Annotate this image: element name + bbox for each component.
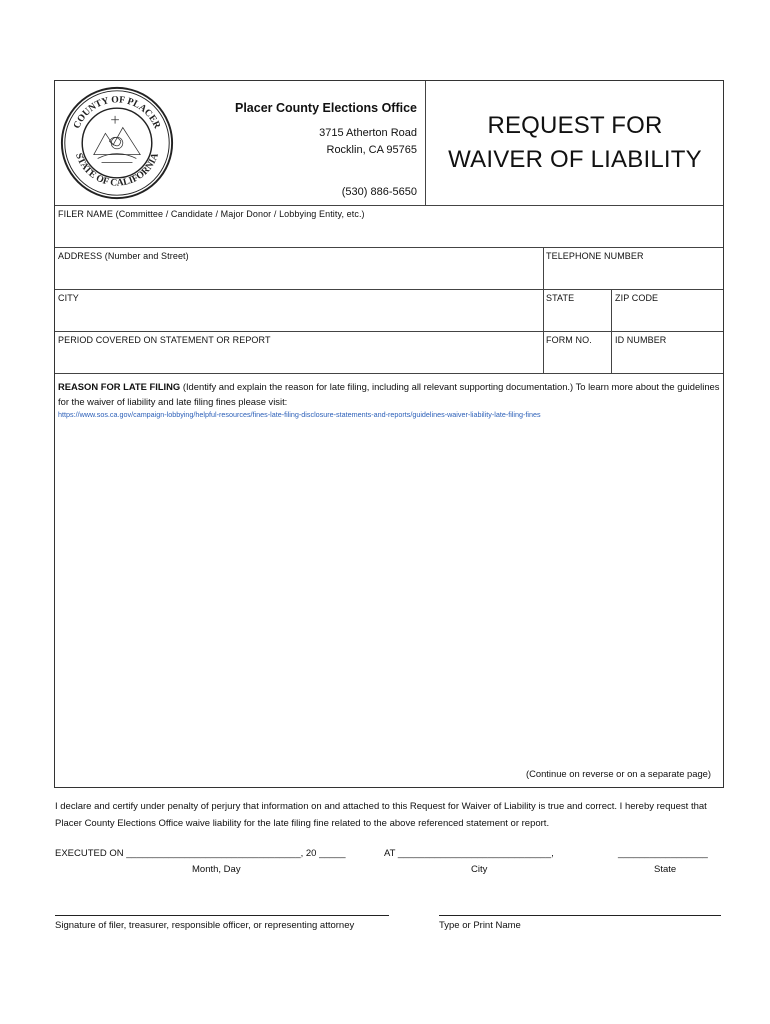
- reason-heading: REASON FOR LATE FILING: [58, 381, 181, 392]
- address-field[interactable]: ADDRESS (Number and Street): [58, 251, 189, 261]
- telephone-field[interactable]: TELEPHONE NUMBER: [546, 251, 644, 261]
- office-phone: (530) 886-5650: [341, 186, 417, 198]
- city-label: City: [471, 864, 488, 875]
- signature-label: Signature of filer, treasurer, responsible officer, or representing attorney: [55, 920, 355, 931]
- row-divider: [55, 289, 723, 290]
- executed-state-field[interactable]: _________________: [618, 848, 708, 859]
- zip-code-field[interactable]: ZIP CODE: [615, 293, 659, 303]
- reason-instructions: (Identify and explain the reason for late filing, including all relevant supporting documentation.) To learn more about the guidelines for the waiver of liability and late filing fines please visit:: [58, 381, 720, 407]
- office-address-line2: Rocklin, CA 95765: [326, 144, 417, 156]
- row-divider: [55, 247, 723, 248]
- executed-at-city-field[interactable]: AT _____________________________,: [384, 848, 554, 859]
- print-name-label: Type or Print Name: [439, 920, 521, 931]
- state-label: State: [654, 864, 677, 875]
- declaration-text: I declare and certify under penalty of perjury that information on and attached to this Request for Waiver of Liability is true and correct. I hereby request that Placer County Elections Office waive liability for the late filing fine related to the above referenced statement or report.: [55, 801, 707, 829]
- print-name-line[interactable]: [439, 915, 721, 916]
- waiver-form: [54, 80, 724, 788]
- guidelines-link[interactable]: https://www.sos.ca.gov/campaign-lobbying/helpful-resources/fines-late-filing-disclosure-statements-and-reports/guidelines-waiver-liability-late-filing-fines: [58, 410, 541, 419]
- city-field[interactable]: CITY: [58, 293, 79, 303]
- row-divider: [55, 373, 723, 374]
- county-seal-icon: [59, 85, 175, 201]
- signature-line[interactable]: [55, 915, 389, 916]
- title-line-1: REQUEST FOR: [487, 112, 663, 139]
- period-covered-field[interactable]: PERIOD COVERED ON STATEMENT OR REPORT: [58, 335, 271, 345]
- row-divider: [55, 331, 723, 332]
- executed-on-field[interactable]: EXECUTED ON _________________________________, 20 _____: [55, 848, 346, 859]
- reason-for-late-filing[interactable]: [58, 379, 722, 409]
- title-line-2: WAIVER OF LIABILITY: [448, 146, 702, 173]
- office-name: Placer County Elections Office: [235, 101, 417, 115]
- state-field[interactable]: STATE: [546, 293, 575, 303]
- column-divider: [543, 247, 544, 373]
- header-divider: [425, 81, 426, 205]
- id-number-field[interactable]: ID NUMBER: [615, 335, 667, 345]
- filer-name-field[interactable]: FILER NAME (Committee / Candidate / Major Donor / Lobbying Entity, etc.): [58, 209, 365, 219]
- month-day-label: Month, Day: [192, 864, 241, 875]
- continue-note: (Continue on reverse or on a separate page): [525, 768, 711, 779]
- row-divider: [55, 205, 723, 206]
- svg-text:STATE OF CALIFORNIA: STATE OF CALIFORNIA: [73, 151, 161, 189]
- column-divider: [611, 289, 612, 373]
- form-number-field[interactable]: FORM NO.: [546, 335, 592, 345]
- svg-text:COUNTY OF PLACER: COUNTY OF PLACER: [71, 94, 163, 131]
- office-address-line1: 3715 Atherton Road: [319, 127, 417, 139]
- form-title: [427, 81, 723, 205]
